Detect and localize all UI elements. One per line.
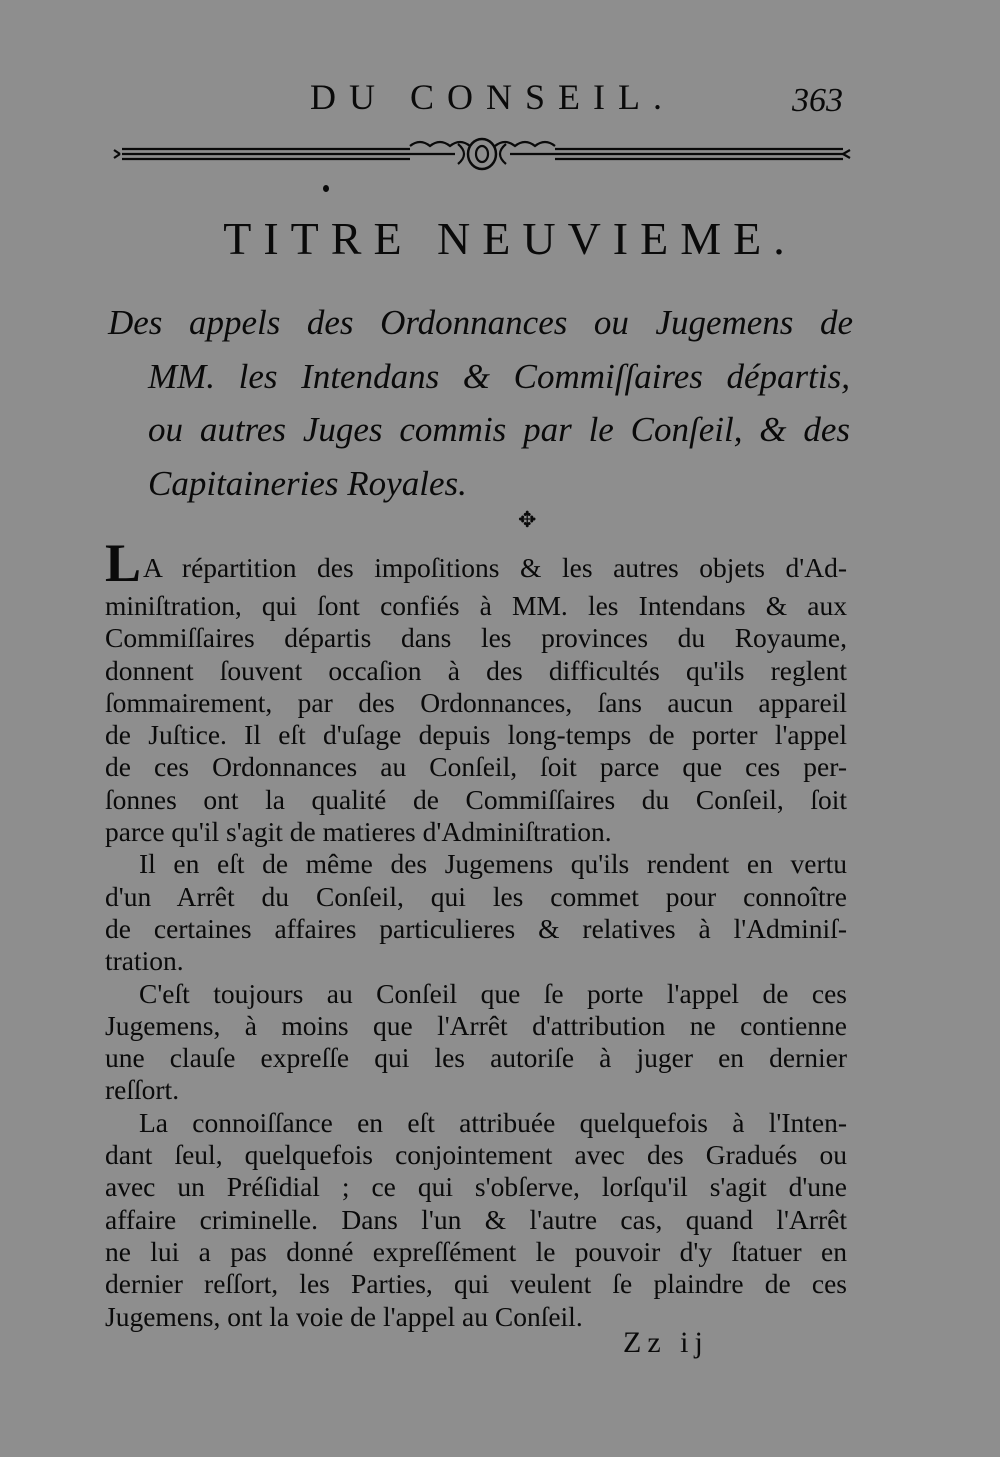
body-line-text: A répartition des impoſitions & les autres objets d'Ad- xyxy=(143,552,847,583)
running-head xyxy=(0,76,1000,126)
body-line: Commiſſaires départis dans les provinces du Royaume, xyxy=(105,622,847,654)
body-line: d'un Arrêt du Conſeil, qui les commet pour connoître xyxy=(105,880,847,912)
body-line: de Juſtice. Il eſt d'uſage depuis long-temps de porter l'appel xyxy=(105,719,847,751)
subtitle-line: Des appels des Ordonnances ou Jugemens de xyxy=(108,303,853,342)
body-line: Jugemens, à moins que l'Arrêt d'attribution ne contienne xyxy=(105,1009,847,1041)
body-line: parce qu'il s'agit de matieres d'Adminiſtration. xyxy=(105,816,612,848)
drop-cap: L xyxy=(105,533,142,593)
body-line: de certaines affaires particulieres & relatives à l'Adminiſ- xyxy=(105,912,847,944)
body-line: C'eſt toujours au Conſeil que ſe porte l'appel de ces xyxy=(139,977,847,1009)
body-line: miniſtration, qui ſont confiés à MM. les Intendans & aux xyxy=(105,590,847,621)
body-line: reſſort. xyxy=(105,1074,180,1106)
body-line: avec un Préſidial ; ce qui s'obſerve, lorſqu'il s'agit d'une xyxy=(105,1171,847,1203)
subtitle-line: MM. les Intendans & Commiſſaires départis, xyxy=(148,356,850,396)
body-line: donnent ſouvent occaſion à des difficultés qu'ils reglent xyxy=(105,654,847,686)
subtitle-line: ou autres Juges commis par le Conſeil, & des xyxy=(148,410,850,449)
fleuron-icon: ✥ xyxy=(518,508,537,533)
body-line: Jugemens, ont la voie de l'appel au Conſeil. xyxy=(105,1300,583,1332)
body-line: ſonnes ont la qualité de Commiſſaires du Conſeil, ſoit xyxy=(105,783,847,815)
body-line: tration. xyxy=(105,945,184,977)
body-line xyxy=(105,533,847,593)
body-line: La connoiſſance en eſt attribuée quelquefois à l'Inten- xyxy=(139,1106,847,1138)
body-line: Il en eſt de même des Jugemens qu'ils rendent en vertu xyxy=(139,848,847,880)
section-title: TITRE NEUVIEME. xyxy=(223,213,797,264)
body-line: affaire criminelle. Dans l'un & l'autre cas, quand l'Arrêt xyxy=(105,1203,847,1235)
body-line: de ces Ordonnances au Conſeil, ſoit parce que ces per- xyxy=(105,751,847,783)
section-subtitle xyxy=(108,296,868,510)
body-text xyxy=(105,533,847,1333)
signature-mark: Zz ij xyxy=(623,1326,709,1359)
body-line: dernier reſſort, les Parties, qui veulent ſe plaindre de ces xyxy=(105,1268,847,1300)
body-line: une clauſe expreſſe qui les autoriſe à juger en dernier xyxy=(105,1042,847,1074)
body-line: ne lui a pas donné expreſſément le pouvoir d'y ſtatuer en xyxy=(105,1235,847,1267)
page-number: 363 xyxy=(792,82,843,119)
subtitle-line: Capitaineries Royales. xyxy=(148,463,467,503)
ornamental-rule xyxy=(110,134,855,174)
body-line: ſommairement, par des Ordonnances, ſans aucun appareil xyxy=(105,686,847,718)
running-title: DU CONSEIL. xyxy=(310,77,675,117)
body-line: dant ſeul, quelquefois conjointement avec des Gradués ou xyxy=(105,1139,847,1171)
ink-dot xyxy=(323,185,329,192)
